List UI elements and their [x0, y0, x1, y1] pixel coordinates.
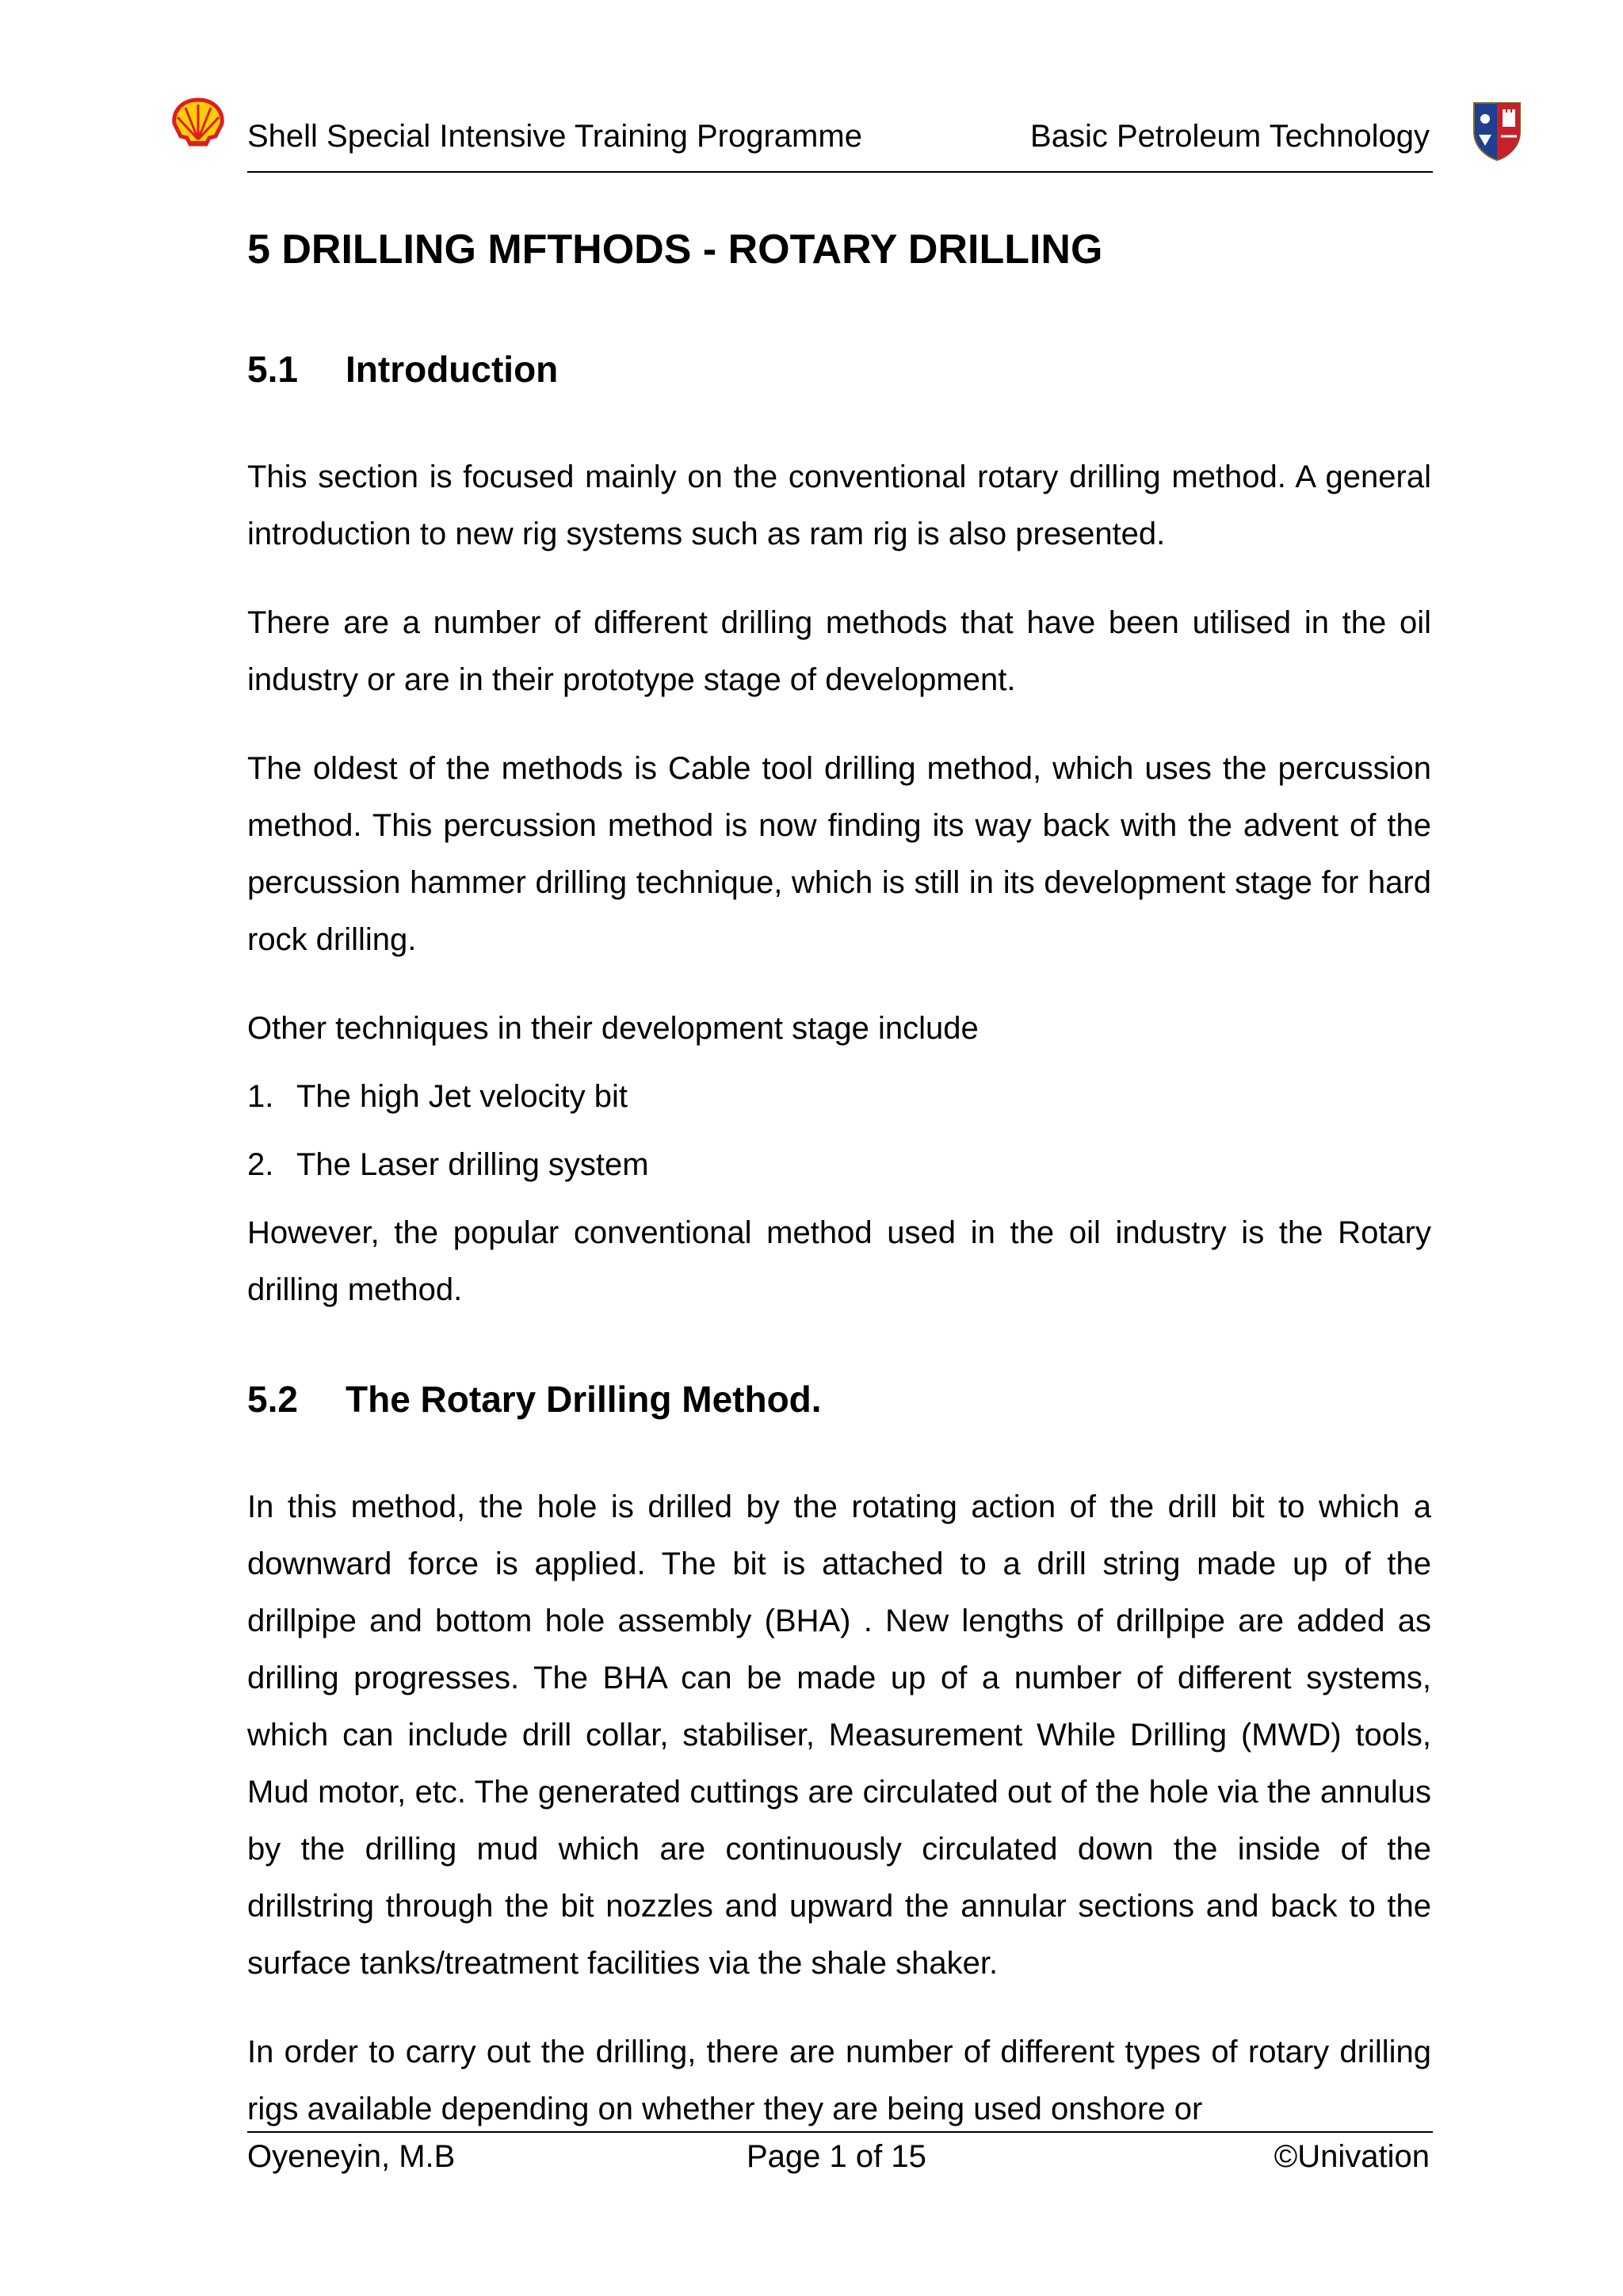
paragraph: The oldest of the methods is Cable tool drilling method, which uses the percussion method. This percussion method is now finding its way back with the advent of the percussion hammer drilling technique, which is still in its development stage for hard rock drilling. [247, 751, 1431, 957]
footer-copyright: ©Univation [1274, 2139, 1430, 2174]
section-title: The Rotary Drilling Method. [346, 1379, 822, 1420]
paragraph: Other techniques in their development stage include [247, 1011, 979, 1046]
page-content [247, 222, 1431, 2169]
section-heading-introduction [247, 345, 1431, 393]
list-item [247, 1136, 1431, 1193]
paragraph: This section is focused mainly on the conventional rotary drilling method. A general introduction to new rig systems such as ram rig is also presented. [247, 460, 1431, 551]
page-footer [247, 2131, 1433, 2180]
list-item [247, 1068, 1431, 1125]
paragraph: In this method, the hole is drilled by the rotating action of the drill bit to which a downward force is applied. The bit is attached to a drill string made up of the drillpipe and bottom hole assembly (BHA) . New lengths of drillpipe are added as drilling progresses. The BHA can be made up of a number of different systems, which can include drill collar, stabiliser, Measurement While Drilling (MWD) tools, Mud motor, etc. The generated cuttings are circulated out of the hole via the annulus by the drilling mud which are continuously circulated down the inside of the drillstring through the bit nozzles and upward the annular sections and back to the surface tanks/treatment facilities via the shale shaker. [247, 1489, 1431, 1981]
section-title: Introduction [346, 349, 559, 390]
section-heading-rotary-drilling [247, 1375, 1431, 1423]
paragraph: In order to carry out the drilling, there are number of different types of rotary drilling rigs available depending on whether they are being used onshore or [247, 2035, 1431, 2126]
university-crest-icon [1471, 100, 1523, 162]
list-item-number: 1. [247, 1079, 274, 1114]
list-item-number: 2. [247, 1147, 274, 1182]
development-techniques-list [247, 1068, 1431, 1193]
paragraph: There are a number of different drilling methods that have been utilised in the oil industry or are in their prototype stage of development. [247, 605, 1431, 697]
page-header [247, 111, 1433, 173]
section-number: 5.2 [247, 1379, 298, 1420]
footer-page-number: Page 1 of 15 [747, 2139, 926, 2174]
section-number: 5.1 [247, 349, 298, 390]
footer-author: Oyeneyin, M.B [247, 2139, 456, 2174]
paragraph: However, the popular conventional method used in the oil industry is the Rotary drilling method. [247, 1215, 1431, 1307]
header-course-title: Basic Petroleum Technology [1030, 119, 1430, 154]
list-item-text: The high Jet velocity bit [296, 1079, 628, 1114]
list-item-text: The Laser drilling system [296, 1147, 649, 1182]
shell-logo-icon [170, 97, 227, 147]
header-programme-title: Shell Special Intensive Training Programme [247, 119, 862, 154]
chapter-title: 5 DRILLING MFTHODS - ROTARY DRILLING [247, 227, 1103, 273]
